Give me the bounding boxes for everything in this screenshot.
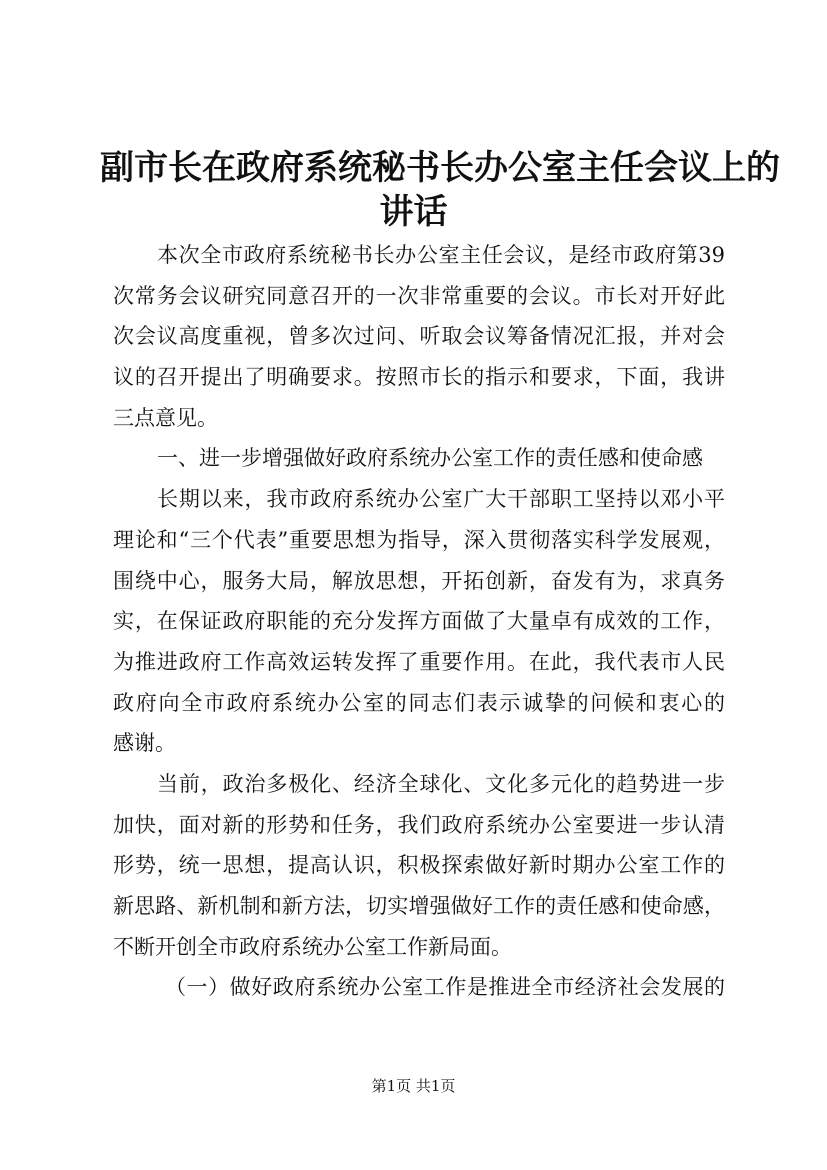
document-body (113, 235, 725, 1008)
paragraph-line: 本次全市政府系统秘书长办公室主任会议，是经市政府第39 (157, 243, 725, 267)
section-heading: 一、进一步增强做好政府系统办公室工作的责任感和使命感 (157, 446, 703, 471)
paragraph-line: 新思路、新机制和新方法，切实增强做好工作的责任感和使命感， (113, 894, 725, 918)
paragraph-line: 次常务会议研究同意召开的一次非常重要的会议。市长对开好此 (113, 283, 725, 308)
paragraph-line: 围绕中心，服务大局，解放思想，开拓创新，奋发有为，求真务 (113, 568, 725, 593)
document-title-line-1: 副市长在政府系统秘书长办公室主任会议上的 (100, 148, 780, 188)
paragraph-line: 三点意见。 (113, 405, 218, 430)
paragraph-line: 加快，面对新的形势和任务，我们政府系统办公室要进一步认清 (113, 812, 725, 837)
paragraph-line: 长期以来，我市政府系统办公室广大干部职工坚持以邓小平 (157, 487, 725, 512)
page-number-footer: 第1页 共1页 (371, 1077, 456, 1095)
paragraph-line: 政府向全市政府系统办公室的同志们表示诚挚的问候和衷心的 (113, 690, 725, 715)
paragraph-line: 当前，政治多极化、经济全球化、文化多元化的趋势进一步 (157, 771, 725, 796)
paragraph-line: 感谢。 (113, 731, 176, 756)
paragraph-line: 次会议高度重视，曾多次过问、听取会议筹备情况汇报，并对会 (113, 324, 725, 349)
subsection-heading: （一）做好政府系统办公室工作是推进全市经济社会发展的 (165, 975, 725, 1000)
paragraph-line: 为推进政府工作高效运转发挥了重要作用。在此，我代表市人民 (113, 649, 725, 674)
document-title-line-2: 讲话 (379, 192, 448, 232)
paragraph-line: 理论和“三个代表”重要思想为指导，深入贯彻落实科学发展观， (113, 527, 725, 552)
paragraph-line: 形势，统一思想，提高认识，积极探索做好新时期办公室工作的 (113, 853, 725, 878)
paragraph-line: 不断开创全市政府系统办公室工作新局面。 (113, 934, 512, 959)
paragraph-line: 实，在保证政府职能的充分发挥方面做了大量卓有成效的工作， (113, 609, 725, 634)
paragraph-line: 议的召开提出了明确要求。按照市长的指示和要求，下面，我讲 (113, 365, 725, 390)
